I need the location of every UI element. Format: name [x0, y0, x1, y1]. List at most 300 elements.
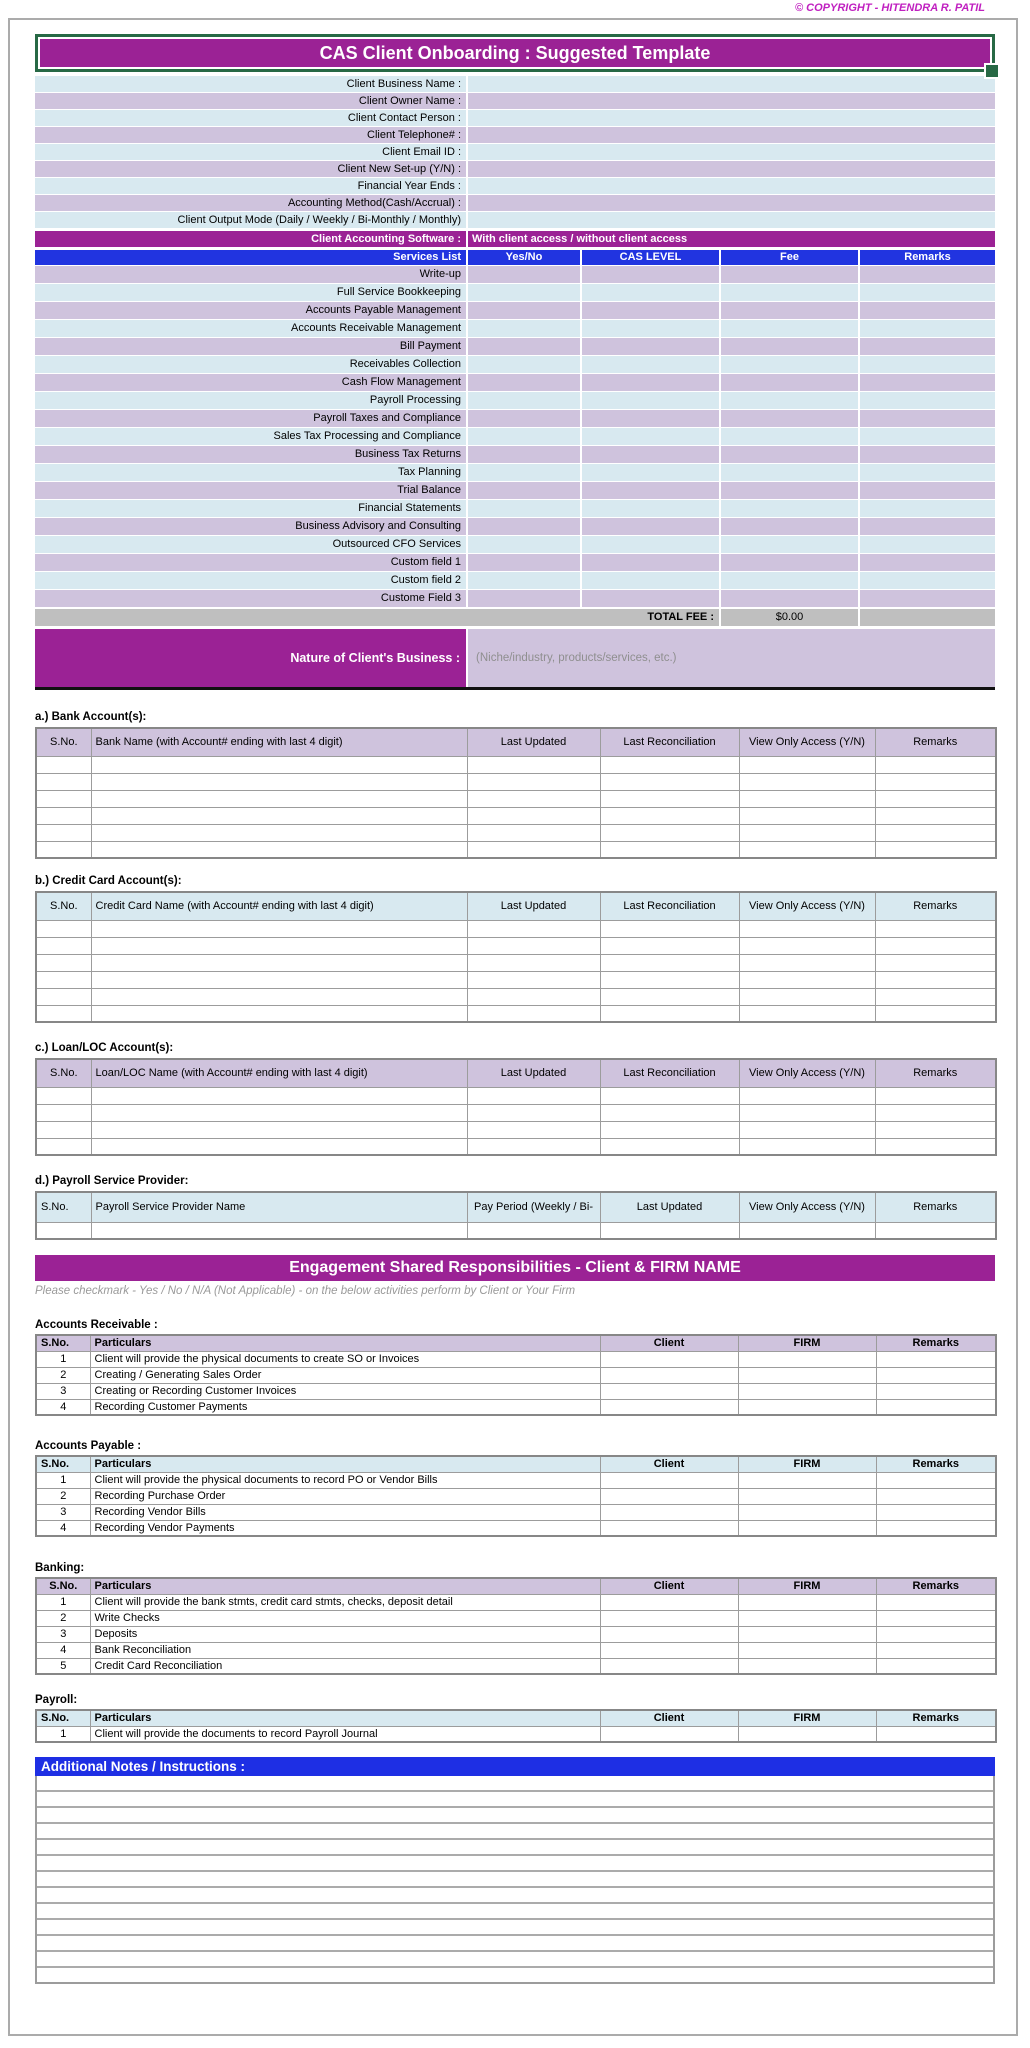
firm-checkmark-cell[interactable] — [738, 1399, 876, 1415]
service-caslevel-cell[interactable] — [582, 338, 719, 355]
row-number: 4 — [36, 1520, 90, 1536]
firm-checkmark-cell[interactable] — [738, 1383, 876, 1399]
service-yesno-cell[interactable] — [468, 500, 580, 517]
service-fee-cell[interactable] — [721, 284, 858, 301]
empty-cell[interactable] — [875, 790, 996, 807]
empty-cell[interactable] — [875, 1087, 996, 1104]
row-number: 1 — [36, 1351, 90, 1367]
service-remarks-cell[interactable] — [860, 266, 995, 283]
empty-cell[interactable] — [600, 756, 739, 773]
service-caslevel-cell[interactable] — [582, 518, 719, 535]
empty-cell[interactable] — [600, 954, 739, 971]
empty-cell[interactable] — [91, 954, 467, 971]
service-remarks-cell[interactable] — [860, 572, 995, 589]
empty-cell[interactable] — [739, 988, 875, 1005]
empty-cell[interactable] — [739, 1121, 875, 1138]
empty-cell[interactable] — [875, 824, 996, 841]
service-caslevel-cell[interactable] — [582, 500, 719, 517]
service-caslevel-cell[interactable] — [582, 302, 719, 319]
firm-checkmark-cell[interactable] — [738, 1642, 876, 1658]
service-yesno-cell[interactable] — [468, 392, 580, 409]
note-line[interactable] — [37, 1840, 993, 1856]
empty-cell[interactable] — [91, 841, 467, 858]
col-header-remarks: Remarks — [876, 1578, 996, 1594]
remarks-cell[interactable] — [876, 1472, 996, 1488]
service-fee-cell[interactable] — [721, 482, 858, 499]
empty-cell[interactable] — [467, 1005, 600, 1022]
empty-cell[interactable] — [36, 1104, 91, 1121]
empty-cell[interactable] — [467, 988, 600, 1005]
note-line[interactable] — [37, 1824, 993, 1840]
table-row — [36, 1594, 996, 1610]
service-fee-cell[interactable] — [721, 410, 858, 427]
empty-cell[interactable] — [91, 1138, 467, 1155]
empty-cell[interactable] — [91, 790, 467, 807]
service-yesno-cell[interactable] — [468, 482, 580, 499]
col-header-remarks: Remarks — [875, 1192, 996, 1222]
service-yesno-cell[interactable] — [468, 374, 580, 391]
client-checkmark-cell[interactable] — [600, 1472, 738, 1488]
table-row — [36, 1626, 996, 1642]
service-fee-cell[interactable] — [721, 302, 858, 319]
service-caslevel-cell[interactable] — [582, 284, 719, 301]
firm-checkmark-cell[interactable] — [738, 1610, 876, 1626]
service-caslevel-cell[interactable] — [582, 320, 719, 337]
remarks-cell[interactable] — [876, 1726, 996, 1742]
service-remarks-cell[interactable] — [860, 590, 995, 607]
client-checkmark-cell[interactable] — [600, 1367, 738, 1383]
service-fee-cell[interactable] — [721, 446, 858, 463]
service-fee-cell[interactable] — [721, 392, 858, 409]
worksheet — [8, 18, 1018, 2036]
empty-cell[interactable] — [91, 824, 467, 841]
empty-cell[interactable] — [600, 824, 739, 841]
client-field-row — [35, 195, 995, 211]
empty-cell[interactable] — [91, 756, 467, 773]
empty-cell[interactable] — [36, 807, 91, 824]
empty-cell[interactable] — [739, 807, 875, 824]
service-yesno-cell[interactable] — [468, 554, 580, 571]
empty-cell[interactable] — [36, 1087, 91, 1104]
table-row — [36, 1472, 996, 1488]
note-line[interactable] — [37, 1776, 993, 1792]
payroll-table — [35, 1709, 997, 1743]
empty-cell[interactable] — [467, 841, 600, 858]
total-fee-remarks-cell[interactable] — [860, 609, 995, 626]
service-caslevel-cell[interactable] — [582, 482, 719, 499]
empty-cell[interactable] — [91, 920, 467, 937]
empty-cell[interactable] — [875, 1138, 996, 1155]
service-remarks-cell[interactable] — [860, 374, 995, 391]
service-yesno-cell[interactable] — [468, 266, 580, 283]
empty-cell[interactable] — [467, 954, 600, 971]
empty-cell[interactable] — [600, 773, 739, 790]
service-remarks-cell[interactable] — [860, 464, 995, 481]
note-line[interactable] — [37, 1888, 993, 1904]
client-field-input[interactable] — [468, 110, 995, 126]
empty-cell[interactable] — [600, 1087, 739, 1104]
empty-cell[interactable] — [600, 937, 739, 954]
service-fee-cell[interactable] — [721, 356, 858, 373]
table-row — [36, 824, 996, 841]
service-remarks-cell[interactable] — [860, 446, 995, 463]
empty-cell[interactable] — [467, 1087, 600, 1104]
empty-cell[interactable] — [600, 971, 739, 988]
client-field-input[interactable] — [468, 178, 995, 194]
note-line[interactable] — [37, 1952, 993, 1968]
empty-cell[interactable] — [91, 1005, 467, 1022]
service-yesno-cell[interactable] — [468, 428, 580, 445]
empty-cell[interactable] — [600, 1005, 739, 1022]
accounting-software-row — [35, 231, 995, 247]
remarks-cell[interactable] — [876, 1504, 996, 1520]
service-yesno-cell[interactable] — [468, 590, 580, 607]
service-fee-cell[interactable] — [721, 554, 858, 571]
empty-cell[interactable] — [36, 773, 91, 790]
service-remarks-cell[interactable] — [860, 302, 995, 319]
firm-checkmark-cell[interactable] — [738, 1626, 876, 1642]
remarks-cell[interactable] — [876, 1594, 996, 1610]
service-caslevel-cell[interactable] — [582, 374, 719, 391]
empty-cell[interactable] — [467, 937, 600, 954]
service-caslevel-cell[interactable] — [582, 356, 719, 373]
title-selection-border — [35, 34, 995, 72]
service-yesno-cell[interactable] — [468, 320, 580, 337]
empty-cell[interactable] — [600, 1104, 739, 1121]
table-row — [36, 1367, 996, 1383]
service-remarks-cell[interactable] — [860, 338, 995, 355]
empty-cell[interactable] — [875, 756, 996, 773]
col-header-firm: FIRM — [738, 1710, 876, 1726]
service-fee-cell[interactable] — [721, 590, 858, 607]
remarks-cell[interactable] — [876, 1383, 996, 1399]
empty-cell[interactable] — [600, 1138, 739, 1155]
empty-cell[interactable] — [36, 954, 91, 971]
service-yesno-cell[interactable] — [468, 572, 580, 589]
service-fee-cell[interactable] — [721, 518, 858, 535]
client-field-row — [35, 161, 995, 177]
table-row — [36, 807, 996, 824]
empty-cell[interactable] — [36, 1138, 91, 1155]
empty-cell[interactable] — [467, 1222, 600, 1239]
empty-cell[interactable] — [739, 1087, 875, 1104]
empty-cell[interactable] — [36, 841, 91, 858]
client-field-input[interactable] — [468, 144, 995, 160]
empty-cell[interactable] — [875, 971, 996, 988]
service-label: Business Tax Returns — [35, 446, 466, 463]
client-checkmark-cell[interactable] — [600, 1351, 738, 1367]
empty-cell[interactable] — [467, 1121, 600, 1138]
client-checkmark-cell[interactable] — [600, 1399, 738, 1415]
service-yesno-cell[interactable] — [468, 338, 580, 355]
service-caslevel-cell[interactable] — [582, 590, 719, 607]
client-checkmark-cell[interactable] — [600, 1626, 738, 1642]
empty-cell[interactable] — [600, 920, 739, 937]
service-remarks-cell[interactable] — [860, 284, 995, 301]
empty-cell[interactable] — [36, 1222, 91, 1239]
remarks-cell[interactable] — [876, 1626, 996, 1642]
service-fee-cell[interactable] — [721, 338, 858, 355]
client-checkmark-cell[interactable] — [600, 1488, 738, 1504]
row-number: 4 — [36, 1642, 90, 1658]
note-line[interactable] — [37, 1936, 993, 1952]
empty-cell[interactable] — [91, 937, 467, 954]
client-checkmark-cell[interactable] — [600, 1520, 738, 1536]
row-number: 2 — [36, 1488, 90, 1504]
particulars-text: Recording Vendor Payments — [90, 1520, 600, 1536]
empty-cell[interactable] — [91, 1121, 467, 1138]
service-remarks-cell[interactable] — [860, 554, 995, 571]
client-field-input[interactable] — [468, 195, 995, 211]
empty-cell[interactable] — [91, 1222, 467, 1239]
service-caslevel-cell[interactable] — [582, 392, 719, 409]
empty-cell[interactable] — [91, 988, 467, 1005]
empty-cell[interactable] — [739, 1104, 875, 1121]
empty-cell[interactable] — [875, 773, 996, 790]
note-line[interactable] — [37, 1872, 993, 1888]
empty-cell[interactable] — [739, 971, 875, 988]
remarks-cell[interactable] — [876, 1399, 996, 1415]
copyright-text: © COPYRIGHT - HITENDRA R. PATIL — [794, 2, 985, 14]
service-caslevel-cell[interactable] — [582, 572, 719, 589]
service-remarks-cell[interactable] — [860, 500, 995, 517]
service-yesno-cell[interactable] — [468, 536, 580, 553]
firm-checkmark-cell[interactable] — [738, 1594, 876, 1610]
empty-cell[interactable] — [467, 773, 600, 790]
firm-checkmark-cell[interactable] — [738, 1351, 876, 1367]
empty-cell[interactable] — [91, 807, 467, 824]
col-header-sno: S.No. — [36, 1456, 90, 1472]
service-caslevel-cell[interactable] — [582, 428, 719, 445]
empty-cell[interactable] — [600, 1121, 739, 1138]
service-caslevel-cell[interactable] — [582, 464, 719, 481]
remarks-cell[interactable] — [876, 1351, 996, 1367]
col-header-loan-name: Loan/LOC Name (with Account# ending with last 4 digit) — [91, 1059, 467, 1087]
empty-cell[interactable] — [600, 988, 739, 1005]
empty-cell[interactable] — [91, 1087, 467, 1104]
service-row — [35, 536, 995, 553]
total-fee-label: TOTAL FEE : — [35, 609, 719, 626]
client-field-row — [35, 127, 995, 143]
empty-cell[interactable] — [467, 756, 600, 773]
service-remarks-cell[interactable] — [860, 392, 995, 409]
services-col-header: Services List — [35, 250, 466, 265]
service-label: Trial Balance — [35, 482, 466, 499]
note-line[interactable] — [37, 1792, 993, 1808]
empty-cell[interactable] — [36, 1005, 91, 1022]
empty-cell[interactable] — [91, 773, 467, 790]
col-header-remarks: Remarks — [875, 892, 996, 920]
empty-cell[interactable] — [739, 756, 875, 773]
remarks-cell[interactable] — [876, 1367, 996, 1383]
service-remarks-cell[interactable] — [860, 320, 995, 337]
table-row — [36, 1222, 996, 1239]
empty-cell[interactable] — [739, 790, 875, 807]
empty-cell[interactable] — [467, 920, 600, 937]
service-caslevel-cell[interactable] — [582, 554, 719, 571]
firm-checkmark-cell[interactable] — [738, 1658, 876, 1674]
client-checkmark-cell[interactable] — [600, 1594, 738, 1610]
service-yesno-cell[interactable] — [468, 356, 580, 373]
note-line[interactable] — [37, 1968, 993, 1982]
client-checkmark-cell[interactable] — [600, 1642, 738, 1658]
service-caslevel-cell[interactable] — [582, 410, 719, 427]
service-caslevel-cell[interactable] — [582, 266, 719, 283]
service-yesno-cell[interactable] — [468, 464, 580, 481]
service-fee-cell[interactable] — [721, 320, 858, 337]
empty-cell[interactable] — [739, 1222, 875, 1239]
empty-cell[interactable] — [600, 807, 739, 824]
bank-accounts-section-title: a.) Bank Account(s): — [35, 711, 147, 723]
table-header-row — [36, 1192, 996, 1222]
table-row — [36, 1642, 996, 1658]
client-field-input[interactable] — [468, 76, 995, 92]
empty-cell[interactable] — [467, 790, 600, 807]
table-header-row — [36, 728, 996, 756]
empty-cell[interactable] — [36, 756, 91, 773]
empty-cell[interactable] — [36, 824, 91, 841]
firm-checkmark-cell[interactable] — [738, 1367, 876, 1383]
empty-cell[interactable] — [875, 920, 996, 937]
empty-cell[interactable] — [875, 1005, 996, 1022]
empty-cell[interactable] — [467, 807, 600, 824]
empty-cell[interactable] — [739, 920, 875, 937]
empty-cell[interactable] — [91, 1104, 467, 1121]
empty-cell[interactable] — [36, 937, 91, 954]
empty-cell[interactable] — [739, 841, 875, 858]
service-fee-cell[interactable] — [721, 572, 858, 589]
service-remarks-cell[interactable] — [860, 428, 995, 445]
client-checkmark-cell[interactable] — [600, 1504, 738, 1520]
empty-cell[interactable] — [739, 937, 875, 954]
firm-checkmark-cell[interactable] — [738, 1520, 876, 1536]
empty-cell[interactable] — [467, 1104, 600, 1121]
table-row — [36, 1658, 996, 1674]
col-header-client: Client — [600, 1710, 738, 1726]
empty-cell[interactable] — [875, 1121, 996, 1138]
service-yesno-cell[interactable] — [468, 446, 580, 463]
note-line[interactable] — [37, 1904, 993, 1920]
service-remarks-cell[interactable] — [860, 536, 995, 553]
empty-cell[interactable] — [875, 1222, 996, 1239]
service-yesno-cell[interactable] — [468, 410, 580, 427]
empty-cell[interactable] — [600, 1222, 739, 1239]
row-number: 3 — [36, 1626, 90, 1642]
service-row — [35, 338, 995, 355]
remarks-cell[interactable] — [876, 1520, 996, 1536]
table-row — [36, 1383, 996, 1399]
note-line[interactable] — [37, 1920, 993, 1936]
firm-checkmark-cell[interactable] — [738, 1504, 876, 1520]
empty-cell[interactable] — [739, 1138, 875, 1155]
client-field-row — [35, 144, 995, 160]
service-caslevel-cell[interactable] — [582, 536, 719, 553]
client-checkmark-cell[interactable] — [600, 1610, 738, 1626]
service-yesno-cell[interactable] — [468, 518, 580, 535]
client-checkmark-cell[interactable] — [600, 1658, 738, 1674]
col-header-particulars: Particulars — [90, 1456, 600, 1472]
empty-cell[interactable] — [467, 971, 600, 988]
empty-cell[interactable] — [36, 971, 91, 988]
empty-cell[interactable] — [875, 988, 996, 1005]
empty-cell[interactable] — [739, 824, 875, 841]
col-header-client: Client — [600, 1578, 738, 1594]
service-caslevel-cell[interactable] — [582, 446, 719, 463]
empty-cell[interactable] — [36, 988, 91, 1005]
note-line[interactable] — [37, 1856, 993, 1872]
firm-checkmark-cell[interactable] — [738, 1472, 876, 1488]
table-header-row — [36, 892, 996, 920]
empty-cell[interactable] — [739, 954, 875, 971]
empty-cell[interactable] — [600, 841, 739, 858]
remarks-cell[interactable] — [876, 1642, 996, 1658]
service-fee-cell[interactable] — [721, 428, 858, 445]
service-remarks-cell[interactable] — [860, 356, 995, 373]
empty-cell[interactable] — [739, 773, 875, 790]
empty-cell[interactable] — [875, 937, 996, 954]
empty-cell[interactable] — [91, 971, 467, 988]
client-field-input[interactable] — [468, 161, 995, 177]
client-field-input[interactable] — [468, 127, 995, 143]
client-field-input[interactable] — [468, 212, 995, 228]
client-field-input[interactable] — [468, 93, 995, 109]
service-label: Tax Planning — [35, 464, 466, 481]
worksheet-content — [35, 34, 995, 1984]
empty-cell[interactable] — [875, 807, 996, 824]
client-checkmark-cell[interactable] — [600, 1726, 738, 1742]
firm-checkmark-cell[interactable] — [738, 1726, 876, 1742]
service-yesno-cell[interactable] — [468, 302, 580, 319]
empty-cell[interactable] — [467, 1138, 600, 1155]
nature-of-business-input[interactable]: (Niche/industry, products/services, etc.) — [468, 629, 995, 687]
service-fee-cell[interactable] — [721, 464, 858, 481]
table-header-row — [36, 1335, 996, 1351]
service-remarks-cell[interactable] — [860, 482, 995, 499]
client-checkmark-cell[interactable] — [600, 1383, 738, 1399]
service-remarks-cell[interactable] — [860, 518, 995, 535]
service-fee-cell[interactable] — [721, 500, 858, 517]
empty-cell[interactable] — [600, 790, 739, 807]
empty-cell[interactable] — [36, 920, 91, 937]
service-yesno-cell[interactable] — [468, 284, 580, 301]
empty-cell[interactable] — [739, 1005, 875, 1022]
empty-cell[interactable] — [875, 841, 996, 858]
remarks-cell[interactable] — [876, 1658, 996, 1674]
empty-cell[interactable] — [875, 954, 996, 971]
service-remarks-cell[interactable] — [860, 410, 995, 427]
note-line[interactable] — [37, 1808, 993, 1824]
client-field-label: Client New Set-up (Y/N) : — [35, 161, 466, 177]
firm-checkmark-cell[interactable] — [738, 1488, 876, 1504]
credit-card-accounts-section-title: b.) Credit Card Account(s): — [35, 875, 182, 887]
selection-handle[interactable] — [984, 63, 1000, 79]
col-header-sno: S.No. — [36, 728, 91, 756]
empty-cell[interactable] — [36, 790, 91, 807]
service-fee-cell[interactable] — [721, 266, 858, 283]
service-fee-cell[interactable] — [721, 374, 858, 391]
table-row — [36, 1087, 996, 1104]
service-label: Sales Tax Processing and Compliance — [35, 428, 466, 445]
empty-cell[interactable] — [467, 824, 600, 841]
empty-cell[interactable] — [875, 1104, 996, 1121]
service-label: Custome Field 3 — [35, 590, 466, 607]
empty-cell[interactable] — [36, 1121, 91, 1138]
service-row — [35, 374, 995, 391]
service-fee-cell[interactable] — [721, 536, 858, 553]
service-row — [35, 500, 995, 517]
remarks-cell[interactable] — [876, 1610, 996, 1626]
remarks-cell[interactable] — [876, 1488, 996, 1504]
